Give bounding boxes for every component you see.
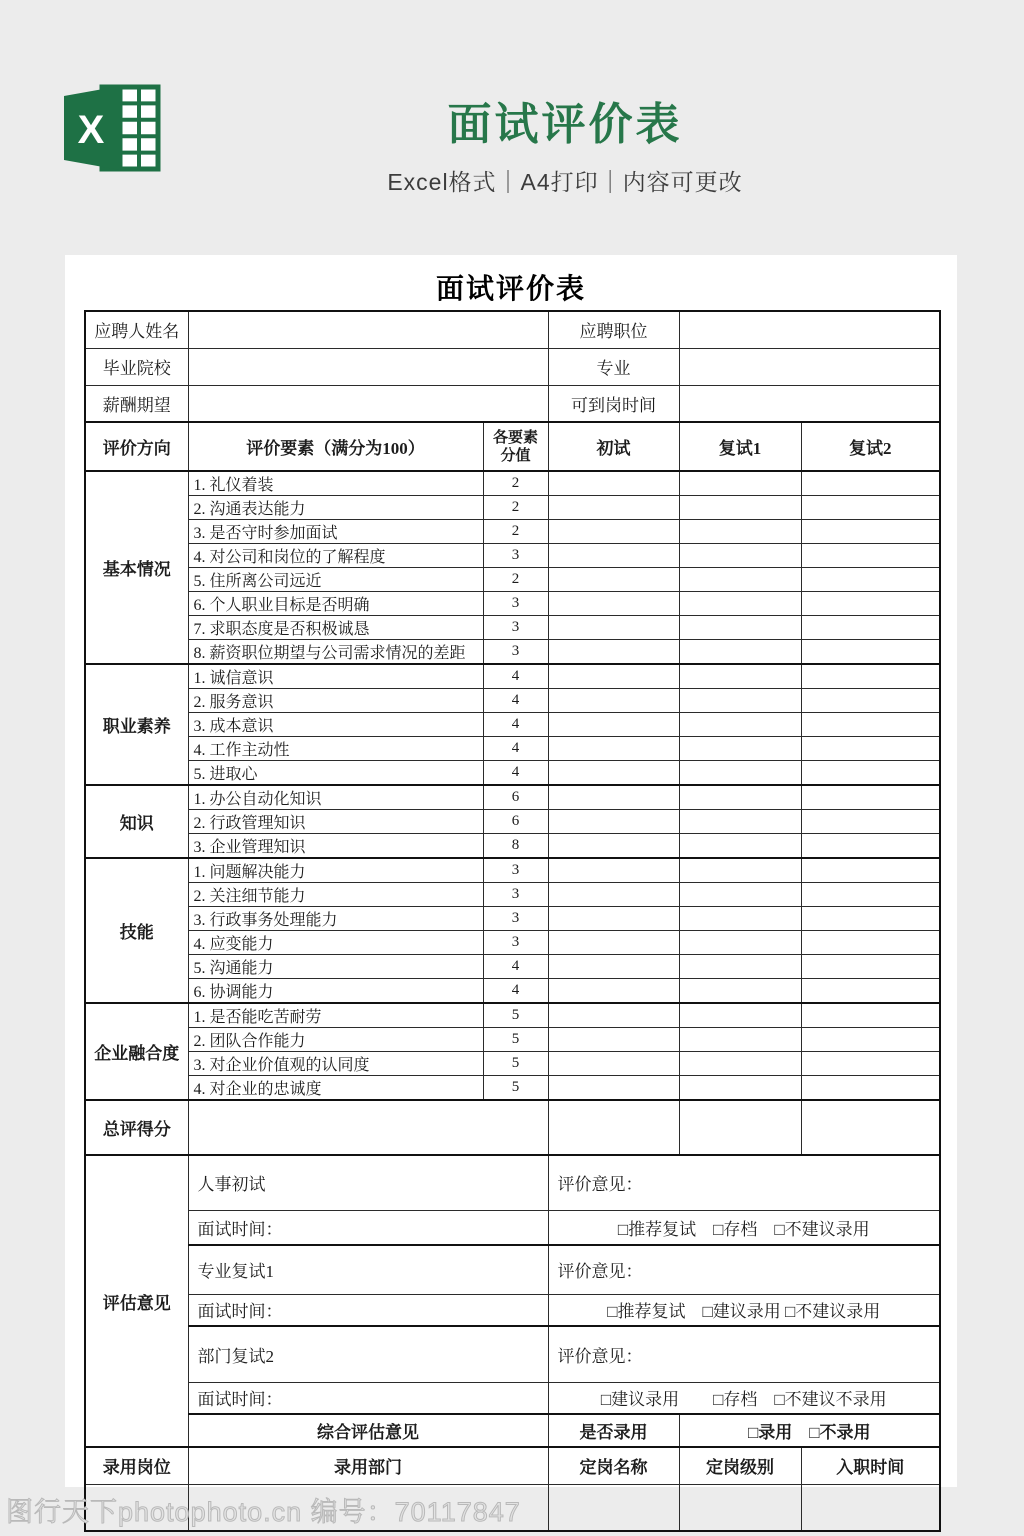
item-row: [85, 520, 940, 544]
page-title: 面试评价表: [447, 100, 683, 149]
item-label: 2. 行政管理知识: [188, 810, 483, 834]
item-label: 7. 求职态度是否积极诚恳: [188, 616, 483, 640]
score-input-cell[interactable]: [548, 955, 679, 979]
item-score: 4: [483, 979, 548, 1004]
item-row: [85, 568, 940, 592]
category-section: [85, 471, 940, 664]
score-input-cell[interactable]: [679, 834, 801, 859]
item-score: 4: [483, 664, 548, 689]
eval-checkbox-row[interactable]: □推荐复试 □建议录用 □不建议录用: [548, 1294, 940, 1326]
item-row: [85, 496, 940, 520]
item-score: 4: [483, 955, 548, 979]
item-label: 2. 服务意识: [188, 689, 483, 713]
score-input-cell[interactable]: [548, 883, 679, 907]
score-input-cell[interactable]: [679, 1003, 801, 1028]
info-value-cell[interactable]: [188, 311, 548, 348]
item-score: 4: [483, 761, 548, 786]
hire-col-header: 录用岗位: [85, 1447, 188, 1484]
item-label: 6. 个人职业目标是否明确: [188, 592, 483, 616]
item-row: [85, 689, 940, 713]
col-header: 各要素分值: [483, 422, 548, 471]
item-score: 5: [483, 1076, 548, 1101]
item-score: 5: [483, 1003, 548, 1028]
score-input-cell[interactable]: [679, 544, 801, 568]
score-input-cell[interactable]: [548, 496, 679, 520]
item-row: [85, 979, 940, 1004]
score-input-cell[interactable]: [801, 883, 940, 907]
score-input-cell[interactable]: [801, 858, 940, 883]
item-row: [85, 640, 940, 665]
score-input-cell[interactable]: [679, 664, 801, 689]
watermark: 图行天下photophoto.cn 编号：70117847: [6, 1497, 521, 1527]
eval-checkbox-row[interactable]: □推荐复试 □存档 □不建议录用: [548, 1210, 940, 1245]
score-input-cell[interactable]: [801, 713, 940, 737]
score-input-cell[interactable]: [801, 931, 940, 955]
score-input-cell[interactable]: [801, 1028, 940, 1052]
item-row: [85, 1003, 940, 1028]
item-row: [85, 471, 940, 496]
info-label: 应聘职位: [548, 311, 679, 348]
info-value-cell[interactable]: [188, 348, 548, 385]
overall-assessment-label: 综合评估意见: [188, 1414, 548, 1447]
score-input-cell[interactable]: [548, 979, 679, 1004]
item-label: 3. 成本意识: [188, 713, 483, 737]
category-label: 知识: [85, 785, 188, 858]
item-row: [85, 713, 940, 737]
score-input-cell[interactable]: [801, 592, 940, 616]
score-input-cell[interactable]: [679, 931, 801, 955]
score-input-cell[interactable]: [548, 858, 679, 883]
item-row: [85, 1076, 940, 1101]
item-score: 6: [483, 810, 548, 834]
item-label: 5. 住所离公司远近: [188, 568, 483, 592]
score-input-cell[interactable]: [679, 979, 801, 1004]
item-score: 4: [483, 713, 548, 737]
hire-options-checkboxes[interactable]: □录用 □不录用: [679, 1414, 940, 1447]
info-label: 专业: [548, 348, 679, 385]
score-input-cell[interactable]: [801, 664, 940, 689]
score-input-cell[interactable]: [679, 1028, 801, 1052]
item-label: 6. 协调能力: [188, 979, 483, 1004]
eval-round-label: 专业复试1: [188, 1245, 548, 1294]
score-input-cell[interactable]: [548, 1028, 679, 1052]
score-input-cell[interactable]: [679, 520, 801, 544]
score-input-cell[interactable]: [548, 761, 679, 786]
score-input-cell[interactable]: [801, 640, 940, 665]
hire-input-cell[interactable]: [679, 1484, 801, 1531]
score-input-cell[interactable]: [548, 592, 679, 616]
score-input-cell[interactable]: [548, 1076, 679, 1101]
item-score: 3: [483, 858, 548, 883]
hire-input-cell[interactable]: [801, 1484, 940, 1531]
score-input-cell[interactable]: [679, 761, 801, 786]
item-label: 1. 诚信意识: [188, 664, 483, 689]
item-label: 8. 薪资职位期望与公司需求情况的差距: [188, 640, 483, 665]
item-row: [85, 883, 940, 907]
score-input-cell[interactable]: [548, 520, 679, 544]
item-label: 3. 是否守时参加面试: [188, 520, 483, 544]
score-input-cell[interactable]: [679, 640, 801, 665]
score-input-cell[interactable]: [548, 664, 679, 689]
score-input-cell[interactable]: [801, 1100, 940, 1155]
score-input-cell[interactable]: [801, 689, 940, 713]
form-title: 面试评价表: [435, 274, 586, 305]
score-input-cell[interactable]: [548, 907, 679, 931]
item-label: 1. 办公自动化知识: [188, 785, 483, 810]
item-score: 5: [483, 1052, 548, 1076]
col-header: 评价方向: [85, 422, 188, 471]
eval-opinion-cell[interactable]: 评价意见：: [548, 1245, 940, 1294]
evaluation-section: [85, 1155, 940, 1447]
page-header: [100, 88, 1024, 197]
col-header: 复试2: [801, 422, 940, 471]
item-score: 4: [483, 737, 548, 761]
item-score: 2: [483, 496, 548, 520]
score-input-cell[interactable]: [801, 471, 940, 496]
item-score: 3: [483, 883, 548, 907]
score-input-cell[interactable]: [679, 883, 801, 907]
item-score: 3: [483, 640, 548, 665]
category-section: [85, 785, 940, 858]
eval-checkbox-row[interactable]: □建议录用 □存档 □不建议不录用: [548, 1382, 940, 1414]
score-input-cell[interactable]: [548, 810, 679, 834]
info-label: 薪酬期望: [85, 385, 188, 422]
score-input-cell[interactable]: [548, 713, 679, 737]
info-label: 可到岗时间: [548, 385, 679, 422]
item-row: [85, 810, 940, 834]
score-input-cell[interactable]: [679, 785, 801, 810]
category-section: [85, 1003, 940, 1100]
hire-col-header: 录用部门: [188, 1447, 548, 1484]
category-section: [85, 858, 940, 1003]
eval-opinion-cell[interactable]: 评价意见：: [548, 1155, 940, 1210]
score-input-cell[interactable]: [801, 520, 940, 544]
score-input-cell[interactable]: [548, 1052, 679, 1076]
hire-question-label: 是否录用: [548, 1414, 679, 1447]
score-input-cell[interactable]: [679, 689, 801, 713]
item-score: 3: [483, 592, 548, 616]
total-score-label: 总评得分: [85, 1100, 188, 1155]
eval-opinion-cell[interactable]: 评价意见：: [548, 1326, 940, 1382]
item-label: 2. 团队合作能力: [188, 1028, 483, 1052]
item-score: 3: [483, 931, 548, 955]
item-label: 3. 企业管理知识: [188, 834, 483, 859]
score-input-cell[interactable]: [801, 1052, 940, 1076]
score-input-cell[interactable]: [801, 907, 940, 931]
item-row: [85, 907, 940, 931]
item-row: [85, 834, 940, 859]
score-input-cell[interactable]: [801, 1003, 940, 1028]
item-label: 4. 对公司和岗位的了解程度: [188, 544, 483, 568]
item-score: 5: [483, 1028, 548, 1052]
score-input-cell[interactable]: [801, 568, 940, 592]
item-label: 1. 是否能吃苦耐劳: [188, 1003, 483, 1028]
score-input-cell[interactable]: [679, 737, 801, 761]
item-row: [85, 664, 940, 689]
item-score: 2: [483, 568, 548, 592]
score-input-cell[interactable]: [679, 810, 801, 834]
item-score: 6: [483, 785, 548, 810]
item-label: 3. 对企业价值观的认同度: [188, 1052, 483, 1076]
score-input-cell[interactable]: [548, 834, 679, 859]
item-score: 4: [483, 689, 548, 713]
item-label: 3. 行政事务处理能力: [188, 907, 483, 931]
score-input-cell[interactable]: [801, 616, 940, 640]
category-label: 职业素养: [85, 664, 188, 785]
info-value-cell[interactable]: [679, 348, 940, 385]
page-subtitle: Excel格式｜A4打印｜内容可更改: [387, 169, 743, 195]
score-input-cell[interactable]: [679, 713, 801, 737]
category-label: 技能: [85, 858, 188, 1003]
score-input-cell[interactable]: [679, 858, 801, 883]
score-input-cell[interactable]: [679, 955, 801, 979]
item-row: [85, 1052, 940, 1076]
eval-time-label[interactable]: 面试时间：: [188, 1210, 548, 1245]
score-input-cell[interactable]: [801, 955, 940, 979]
score-input-cell[interactable]: [548, 640, 679, 665]
score-input-cell[interactable]: [548, 568, 679, 592]
score-input-cell[interactable]: [679, 907, 801, 931]
item-label: 4. 应变能力: [188, 931, 483, 955]
score-input-cell[interactable]: [801, 496, 940, 520]
score-input-cell[interactable]: [679, 1052, 801, 1076]
item-label: 5. 进取心: [188, 761, 483, 786]
score-input-cell[interactable]: [548, 689, 679, 713]
total-score-blank[interactable]: [188, 1100, 548, 1155]
item-score: 3: [483, 544, 548, 568]
applicant-info-section: [85, 311, 940, 422]
score-input-cell[interactable]: [679, 496, 801, 520]
score-input-cell[interactable]: [801, 785, 940, 810]
score-input-cell[interactable]: [679, 1076, 801, 1101]
score-input-cell[interactable]: [679, 471, 801, 496]
score-input-cell[interactable]: [679, 592, 801, 616]
category-label: 基本情况: [85, 471, 188, 664]
info-value-cell[interactable]: [188, 385, 548, 422]
item-label: 5. 沟通能力: [188, 955, 483, 979]
score-input-cell[interactable]: [548, 544, 679, 568]
item-score: 3: [483, 907, 548, 931]
item-row: [85, 544, 940, 568]
item-row: [85, 737, 940, 761]
item-row: [85, 616, 940, 640]
score-input-cell[interactable]: [679, 568, 801, 592]
score-input-cell[interactable]: [548, 471, 679, 496]
item-score: 3: [483, 616, 548, 640]
score-input-cell[interactable]: [679, 616, 801, 640]
item-score: 2: [483, 471, 548, 496]
score-input-cell[interactable]: [679, 1100, 801, 1155]
item-label: 1. 问题解决能力: [188, 858, 483, 883]
item-score: 8: [483, 834, 548, 859]
score-input-cell[interactable]: [548, 931, 679, 955]
form-sheet: [65, 255, 957, 1487]
evaluation-category-label: 评估意见: [85, 1155, 188, 1447]
svg-text:X: X: [77, 108, 105, 152]
item-row: [85, 858, 940, 883]
score-header-section: [85, 422, 940, 471]
item-score: 2: [483, 520, 548, 544]
score-input-cell[interactable]: [801, 1076, 940, 1101]
score-input-cell[interactable]: [801, 979, 940, 1004]
score-input-cell[interactable]: [548, 616, 679, 640]
category-label: 企业融合度: [85, 1003, 188, 1100]
eval-time-label[interactable]: 面试时间：: [188, 1382, 548, 1414]
col-header: 初试: [548, 422, 679, 471]
item-row: [85, 785, 940, 810]
eval-time-label[interactable]: 面试时间：: [188, 1294, 548, 1326]
score-input-cell[interactable]: [801, 761, 940, 786]
info-label: 应聘人姓名: [85, 311, 188, 348]
score-input-cell[interactable]: [548, 737, 679, 761]
score-input-cell[interactable]: [801, 834, 940, 859]
total-score-section: [85, 1100, 940, 1155]
item-row: [85, 931, 940, 955]
score-input-cell[interactable]: [548, 1003, 679, 1028]
item-label: 2. 沟通表达能力: [188, 496, 483, 520]
info-value-cell[interactable]: [679, 311, 940, 348]
eval-round-label: 人事初试: [188, 1155, 548, 1210]
score-input-cell[interactable]: [548, 785, 679, 810]
interview-evaluation-table: [84, 310, 941, 1532]
score-input-cell[interactable]: [801, 737, 940, 761]
score-input-cell[interactable]: [801, 810, 940, 834]
hire-col-header: 入职时间: [801, 1447, 940, 1484]
category-section: [85, 664, 940, 785]
col-header: 复试1: [679, 422, 801, 471]
info-value-cell[interactable]: [679, 385, 940, 422]
info-label: 毕业院校: [85, 348, 188, 385]
item-row: [85, 592, 940, 616]
hire-col-header: 定岗级别: [679, 1447, 801, 1484]
item-label: 4. 工作主动性: [188, 737, 483, 761]
score-input-cell[interactable]: [548, 1100, 679, 1155]
item-label: 1. 礼仪着装: [188, 471, 483, 496]
col-header: 评价要素（满分为100）: [188, 422, 483, 471]
item-label: 2. 关注细节能力: [188, 883, 483, 907]
item-row: [85, 761, 940, 786]
hire-col-header: 定岗名称: [548, 1447, 679, 1484]
score-input-cell[interactable]: [801, 544, 940, 568]
hire-input-cell[interactable]: [548, 1484, 679, 1531]
eval-round-label: 部门复试2: [188, 1326, 548, 1382]
item-row: [85, 1028, 940, 1052]
item-label: 4. 对企业的忠诚度: [188, 1076, 483, 1101]
item-row: [85, 955, 940, 979]
